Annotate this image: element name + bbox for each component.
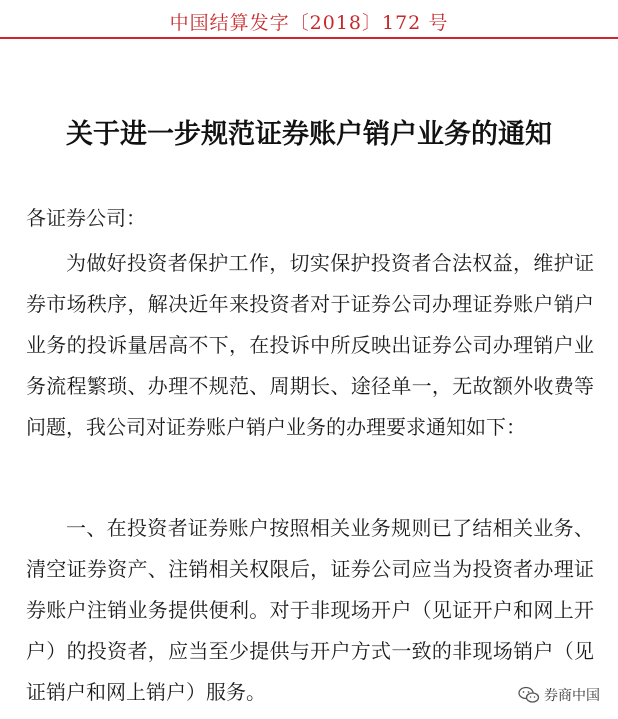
source-watermark: [514, 683, 604, 707]
wechat-icon: [518, 686, 540, 704]
document-number: 中国结算发字〔2018〕172 号: [169, 12, 449, 34]
red-header-rule: [0, 37, 618, 39]
body-paragraph-1: 为做好投资者保护工作，切实保护投资者合法权益，维护证券市场秩序，解决近年来投资者对于证券公司办理证券账户销户业务的投诉量居高不下，在投诉中所反映出证券公司办理销户业务流程繁琐、办理不规范、周期长、途径单一，无故额外收费等问题，我公司对证券账户销户业务的办理要求通知如下：: [26, 251, 594, 439]
watermark-text: 券商中国: [544, 688, 600, 704]
body-paragraph-2: 一、在投资者证券账户按照相关业务规则已了结相关业务、清空证券资产、注销相关权限后，证券公司应当为投资者办理证券账户注销业务提供便利。对于非现场开户（见证开户和网上开户）的投资者，应当至少提供与开户方式一致的非现场销户（见证销户和网上销户）服务。: [26, 516, 594, 704]
salutation: 各证券公司：: [26, 206, 146, 230]
document-title: 关于进一步规范证券账户销户业务的通知: [66, 119, 552, 150]
